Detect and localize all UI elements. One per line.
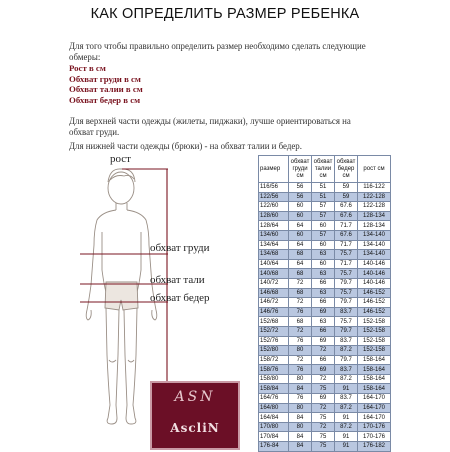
table-cell: 91 xyxy=(335,384,358,394)
table-cell: 152-158 xyxy=(358,336,391,346)
table-cell: 84 xyxy=(289,413,312,423)
table-cell: 64 xyxy=(289,240,312,250)
table-cell: 146/76 xyxy=(259,307,289,317)
table-cell: 87.2 xyxy=(335,374,358,384)
table-row xyxy=(259,336,391,346)
table-cell: 75 xyxy=(312,413,335,423)
table-row xyxy=(259,221,391,231)
table-cell: 56 xyxy=(289,192,312,202)
note-upper: Для верхней части одежды (жилеты, пиджаки), лучше ориентироваться на обхват груди. xyxy=(69,116,351,137)
table-cell: 87.2 xyxy=(335,346,358,356)
table-cell: 67.6 xyxy=(335,211,358,221)
table-cell: 60 xyxy=(312,259,335,269)
brand-logo xyxy=(150,381,240,450)
table-cell: 122/56 xyxy=(259,192,289,202)
table-cell: 72 xyxy=(312,374,335,384)
table-cell: 158-164 xyxy=(358,365,391,375)
table-cell: 152/68 xyxy=(259,317,289,327)
table-cell: 72 xyxy=(289,278,312,288)
table-cell: 69 xyxy=(312,336,335,346)
table-cell: 76 xyxy=(289,365,312,375)
table-cell: 72 xyxy=(289,298,312,308)
table-cell: 84 xyxy=(289,442,312,452)
table-cell: 75.7 xyxy=(335,288,358,298)
table-cell: 146-152 xyxy=(358,307,391,317)
table-cell: 140/72 xyxy=(259,278,289,288)
table-cell: 75.7 xyxy=(335,269,358,279)
table-cell: 158/72 xyxy=(259,355,289,365)
header-waist: обхват талии см xyxy=(312,156,335,183)
table-cell: 60 xyxy=(289,211,312,221)
table-cell: 68 xyxy=(289,288,312,298)
label-hips: обхват бедер xyxy=(150,292,210,304)
table-cell: 134/60 xyxy=(259,230,289,240)
table-cell: 122/60 xyxy=(259,202,289,212)
table-cell: 80 xyxy=(289,422,312,432)
table-cell: 75 xyxy=(312,432,335,442)
header-height: рост см xyxy=(358,156,391,183)
table-cell: 57 xyxy=(312,202,335,212)
table-row xyxy=(259,355,391,365)
table-cell: 170/80 xyxy=(259,422,289,432)
measure-height: Рост в см xyxy=(69,63,106,73)
table-row xyxy=(259,183,391,193)
table-row xyxy=(259,230,391,240)
table-cell: 134-140 xyxy=(358,230,391,240)
header-size: размер xyxy=(259,156,289,183)
table-cell: 128/64 xyxy=(259,221,289,231)
table-cell: 158/76 xyxy=(259,365,289,375)
table-cell: 84 xyxy=(289,384,312,394)
table-cell: 59 xyxy=(335,183,358,193)
table-row xyxy=(259,250,391,260)
page-title: КАК ОПРЕДЕЛИТЬ РАЗМЕР РЕБЕНКА xyxy=(90,6,360,22)
table-cell: 63 xyxy=(312,288,335,298)
table-cell: 60 xyxy=(312,221,335,231)
table-cell: 146/72 xyxy=(259,298,289,308)
table-cell: 91 xyxy=(335,413,358,423)
table-cell: 56 xyxy=(289,183,312,193)
table-cell: 69 xyxy=(312,307,335,317)
table-cell: 152/72 xyxy=(259,326,289,336)
table-cell: 83.7 xyxy=(335,394,358,404)
table-cell: 152/76 xyxy=(259,336,289,346)
table-cell: 146/68 xyxy=(259,288,289,298)
table-cell: 76 xyxy=(289,307,312,317)
table-cell: 176-182 xyxy=(358,442,391,452)
table-cell: 72 xyxy=(312,403,335,413)
table-cell: 116-122 xyxy=(358,183,391,193)
table-cell: 72 xyxy=(289,355,312,365)
measure-list xyxy=(69,63,143,105)
table-cell: 71.7 xyxy=(335,259,358,269)
table-cell: 128-134 xyxy=(358,211,391,221)
table-cell: 158/84 xyxy=(259,384,289,394)
table-row xyxy=(259,202,391,212)
table-row xyxy=(259,346,391,356)
table-cell: 79.7 xyxy=(335,326,358,336)
table-cell: 67.6 xyxy=(335,202,358,212)
table-cell: 122-128 xyxy=(358,202,391,212)
table-cell: 87.2 xyxy=(335,403,358,413)
table-cell: 152-158 xyxy=(358,317,391,327)
table-cell: 116/56 xyxy=(259,183,289,193)
table-cell: 69 xyxy=(312,394,335,404)
table-cell: 63 xyxy=(312,317,335,327)
table-cell: 68 xyxy=(289,250,312,260)
measure-chest: Обхват груди в см xyxy=(69,73,141,84)
table-cell: 164-170 xyxy=(358,403,391,413)
table-row xyxy=(259,384,391,394)
table-cell: 80 xyxy=(289,374,312,384)
label-waist: обхват тали xyxy=(150,274,205,286)
header-chest: обхват груди см xyxy=(289,156,312,183)
table-cell: 87.2 xyxy=(335,422,358,432)
table-cell: 60 xyxy=(289,230,312,240)
table-cell: 76 xyxy=(289,394,312,404)
table-cell: 68 xyxy=(289,269,312,279)
table-cell: 158-164 xyxy=(358,355,391,365)
logo-name: AscliN xyxy=(170,421,220,435)
table-cell: 83.7 xyxy=(335,336,358,346)
table-cell: 83.7 xyxy=(335,307,358,317)
table-cell: 134/64 xyxy=(259,240,289,250)
table-cell: 79.7 xyxy=(335,355,358,365)
table-cell: 128/60 xyxy=(259,211,289,221)
table-cell: 146-152 xyxy=(358,288,391,298)
table-cell: 170-176 xyxy=(358,432,391,442)
label-height: рост xyxy=(110,153,131,165)
intro-text xyxy=(69,41,389,62)
table-cell: 72 xyxy=(312,422,335,432)
table-cell: 75 xyxy=(312,384,335,394)
table-cell: 75.7 xyxy=(335,317,358,327)
table-cell: 66 xyxy=(312,355,335,365)
table-cell: 63 xyxy=(312,269,335,279)
table-cell: 164/84 xyxy=(259,413,289,423)
table-row xyxy=(259,422,391,432)
table-cell: 152-158 xyxy=(358,346,391,356)
table-row xyxy=(259,307,391,317)
table-cell: 60 xyxy=(289,202,312,212)
table-cell: 152/80 xyxy=(259,346,289,356)
table-row xyxy=(259,269,391,279)
table-cell: 66 xyxy=(312,326,335,336)
table-cell: 79.7 xyxy=(335,298,358,308)
table-cell: 64 xyxy=(289,259,312,269)
table-row xyxy=(259,259,391,269)
table-cell: 51 xyxy=(312,183,335,193)
table-cell: 158/80 xyxy=(259,374,289,384)
table-row xyxy=(259,374,391,384)
table-body xyxy=(259,183,391,452)
table-cell: 140/68 xyxy=(259,269,289,279)
table-cell: 71.7 xyxy=(335,221,358,231)
table-cell: 140/64 xyxy=(259,259,289,269)
table-cell: 164/76 xyxy=(259,394,289,404)
intro-paragraph: Для того чтобы правильно определить размер необходимо сделать следующие обмеры: xyxy=(69,41,366,62)
table-cell: 158-164 xyxy=(358,384,391,394)
table-cell: 72 xyxy=(312,346,335,356)
table-row xyxy=(259,432,391,442)
table-cell: 76 xyxy=(289,336,312,346)
table-cell: 134/68 xyxy=(259,250,289,260)
table-row xyxy=(259,288,391,298)
table-cell: 152-158 xyxy=(358,326,391,336)
table-cell: 140-146 xyxy=(358,278,391,288)
table-cell: 140-146 xyxy=(358,269,391,279)
table-cell: 63 xyxy=(312,250,335,260)
table-cell: 60 xyxy=(312,240,335,250)
table-row xyxy=(259,278,391,288)
table-cell: 57 xyxy=(312,211,335,221)
table-cell: 164/80 xyxy=(259,403,289,413)
table-cell: 64 xyxy=(289,221,312,231)
table-cell: 66 xyxy=(312,278,335,288)
table-cell: 57 xyxy=(312,230,335,240)
table-row xyxy=(259,326,391,336)
table-row xyxy=(259,240,391,250)
table-cell: 83.7 xyxy=(335,365,358,375)
table-row xyxy=(259,394,391,404)
table-cell: 134-140 xyxy=(358,240,391,250)
label-chest: обхват груди xyxy=(150,242,210,254)
table-cell: 72 xyxy=(289,326,312,336)
table-cell: 170-176 xyxy=(358,422,391,432)
table-cell: 91 xyxy=(335,432,358,442)
table-cell: 122-128 xyxy=(358,192,391,202)
table-cell: 176-84 xyxy=(259,442,289,452)
table-cell: 134-140 xyxy=(358,250,391,260)
table-cell: 59 xyxy=(335,192,358,202)
table-row xyxy=(259,413,391,423)
table-cell: 51 xyxy=(312,192,335,202)
table-row xyxy=(259,211,391,221)
table-cell: 140-146 xyxy=(358,259,391,269)
measure-waist: Обхват талии в см xyxy=(69,84,143,94)
table-cell: 164-170 xyxy=(358,394,391,404)
table-cell: 67.6 xyxy=(335,230,358,240)
table-row xyxy=(259,298,391,308)
table-cell: 128-134 xyxy=(358,221,391,231)
table-cell: 79.7 xyxy=(335,278,358,288)
table-cell: 164-170 xyxy=(358,413,391,423)
table-cell: 146-152 xyxy=(358,298,391,308)
table-cell: 75 xyxy=(312,442,335,452)
table-cell: 69 xyxy=(312,365,335,375)
table-cell: 91 xyxy=(335,442,358,452)
table-row xyxy=(259,192,391,202)
header-hips: обхват бедер см xyxy=(335,156,358,183)
table-cell: 66 xyxy=(312,298,335,308)
table-cell: 84 xyxy=(289,432,312,442)
table-cell: 170/84 xyxy=(259,432,289,442)
table-cell: 71.7 xyxy=(335,240,358,250)
table-cell: 68 xyxy=(289,317,312,327)
table-row xyxy=(259,365,391,375)
table-cell: 80 xyxy=(289,403,312,413)
table-cell: 158-164 xyxy=(358,374,391,384)
table-row xyxy=(259,317,391,327)
table-header-row xyxy=(259,156,391,183)
table-cell: 80 xyxy=(289,346,312,356)
measure-hips: Обхват бедер в см xyxy=(69,94,141,105)
logo-monogram: ASN xyxy=(174,389,216,405)
note-lower: Для нижней части одежды (брюки) - на обхват талии и бедер. xyxy=(69,141,302,151)
table-row xyxy=(259,403,391,413)
table-cell: 75.7 xyxy=(335,250,358,260)
size-table xyxy=(258,155,391,452)
